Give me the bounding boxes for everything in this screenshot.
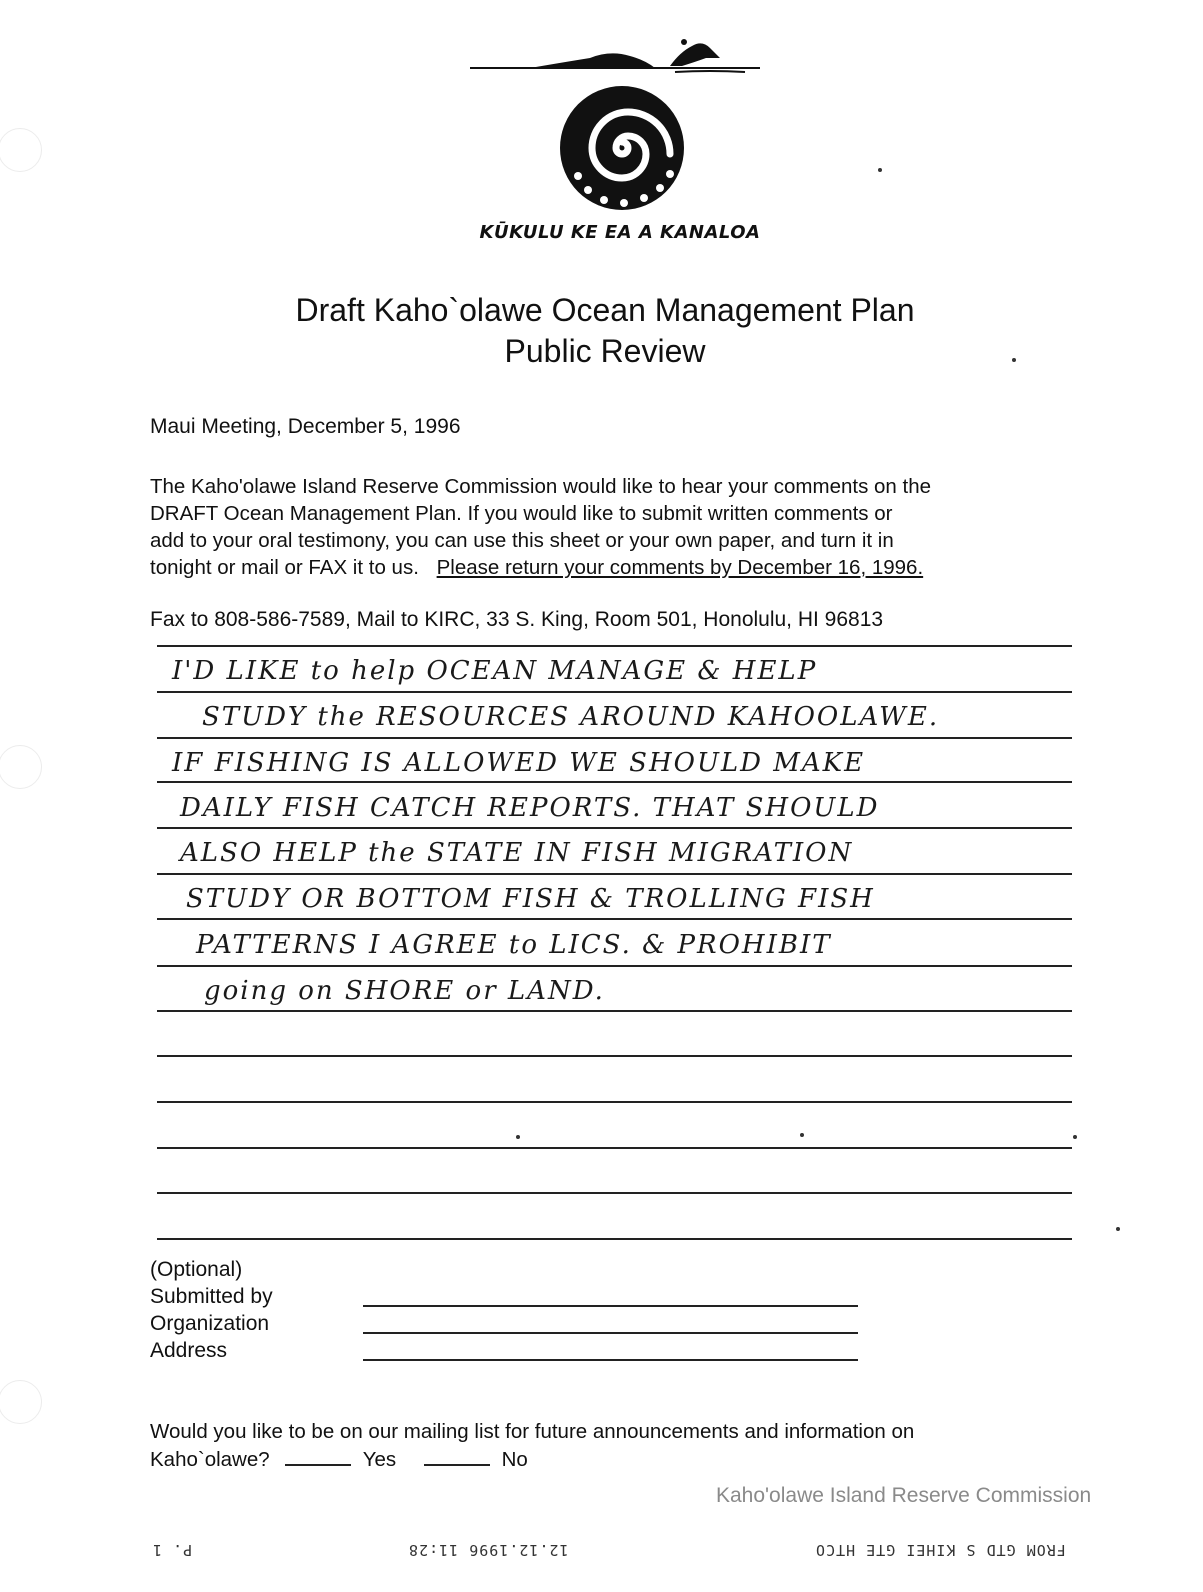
- comment-line[interactable]: [157, 827, 1072, 829]
- mailing-question-end: Kaho`olawe?: [150, 1448, 270, 1471]
- return-deadline: Please return your comments by December 16, 1996.: [436, 556, 924, 579]
- comment-line[interactable]: [157, 781, 1072, 783]
- handwritten-comment: going on SHORE or LAND.: [204, 976, 605, 1006]
- fax-page-number: P. 1: [152, 1541, 193, 1559]
- comment-line[interactable]: [157, 691, 1072, 693]
- address-field[interactable]: [363, 1359, 858, 1361]
- comment-line[interactable]: [157, 737, 1072, 739]
- motto-text: KŪKULU KE EA A KANALOA: [479, 222, 761, 243]
- intro-line-text: tonight or mail or FAX it to us.: [150, 556, 419, 579]
- yes-label: Yes: [362, 1448, 397, 1471]
- scan-speck: [1012, 358, 1016, 362]
- fax-datetime: 12.12.1996 11:28: [408, 1541, 569, 1559]
- comment-line[interactable]: [157, 1055, 1072, 1057]
- organization-field[interactable]: [363, 1332, 858, 1334]
- submitted-by-field[interactable]: [363, 1305, 858, 1307]
- handwritten-comment: PATTERNS I AGREE to LICS. & PROHIBIT: [196, 930, 832, 960]
- address-label: Address: [150, 1339, 228, 1362]
- submitted-by-label: Submitted by: [150, 1285, 273, 1308]
- island-silhouette-graphic: [470, 28, 760, 78]
- scan-speck: [516, 1135, 520, 1139]
- hole-punch: [0, 745, 42, 789]
- page-title: Draft Kaho`olawe Ocean Management Plan: [295, 292, 915, 328]
- no-label: No: [501, 1448, 528, 1471]
- organization-label: Organization: [150, 1312, 270, 1335]
- handwritten-comment: STUDY the RESOURCES AROUND KAHOOLAWE.: [202, 702, 940, 732]
- intro-line: [150, 554, 1080, 581]
- handwritten-comment: IF FISHING IS ALLOWED WE SHOULD MAKE: [172, 748, 866, 778]
- contact-info: Fax to 808-586-7589, Mail to KIRC, 33 S. King, Room 501, Honolulu, HI 96813: [150, 608, 884, 631]
- page-subtitle: Public Review: [504, 333, 706, 369]
- handwritten-comment: ALSO HELP the STATE IN FISH MIGRATION: [180, 838, 854, 868]
- comment-line[interactable]: [157, 873, 1072, 875]
- intro-line: The Kaho'olawe Island Reserve Commission would like to hear your comments on the: [150, 475, 932, 498]
- meeting-info: Maui Meeting, December 5, 1996: [150, 415, 461, 438]
- handwritten-comment: DAILY FISH CATCH REPORTS. THAT SHOULD: [180, 793, 880, 823]
- comment-line[interactable]: [157, 918, 1072, 920]
- comment-line[interactable]: [157, 965, 1072, 967]
- intro-paragraph: [150, 473, 1080, 581]
- comment-line[interactable]: [157, 1010, 1072, 1012]
- yes-blank[interactable]: [285, 1446, 351, 1466]
- fax-sender: FROM GTD S KIHEI GTE HTCO: [815, 1541, 1066, 1559]
- hole-punch: [0, 128, 42, 172]
- scan-speck: [1116, 1227, 1120, 1231]
- scan-speck: [1073, 1135, 1077, 1139]
- comment-line[interactable]: [157, 1101, 1072, 1103]
- intro-line: add to your oral testimony, you can use this sheet or your own paper, and turn it in: [150, 529, 894, 552]
- comment-line[interactable]: [157, 1147, 1072, 1149]
- mailing-answer-line: [150, 1446, 1070, 1474]
- comment-line[interactable]: [157, 645, 1072, 647]
- no-blank[interactable]: [424, 1446, 490, 1466]
- mailing-question-line: Would you like to be on our mailing list for future announcements and information on: [150, 1420, 915, 1443]
- kanaloa-spiral-logo: [558, 84, 686, 212]
- mailing-list-question: [150, 1418, 1070, 1474]
- scan-speck: [878, 168, 882, 172]
- handwritten-comment: STUDY OR BOTTOM FISH & TROLLING FISH: [186, 884, 875, 914]
- optional-label: (Optional): [150, 1258, 243, 1281]
- scan-speck: [800, 1133, 804, 1137]
- source-watermark: Kaho'olawe Island Reserve Commission: [716, 1484, 1092, 1507]
- handwritten-comment: I'D LIKE to help OCEAN MANAGE & HELP: [172, 656, 818, 686]
- hole-punch: [0, 1380, 42, 1424]
- intro-line: DRAFT Ocean Management Plan. If you would like to submit written comments or: [150, 502, 893, 525]
- comment-line[interactable]: [157, 1192, 1072, 1194]
- comment-line[interactable]: [157, 1238, 1072, 1240]
